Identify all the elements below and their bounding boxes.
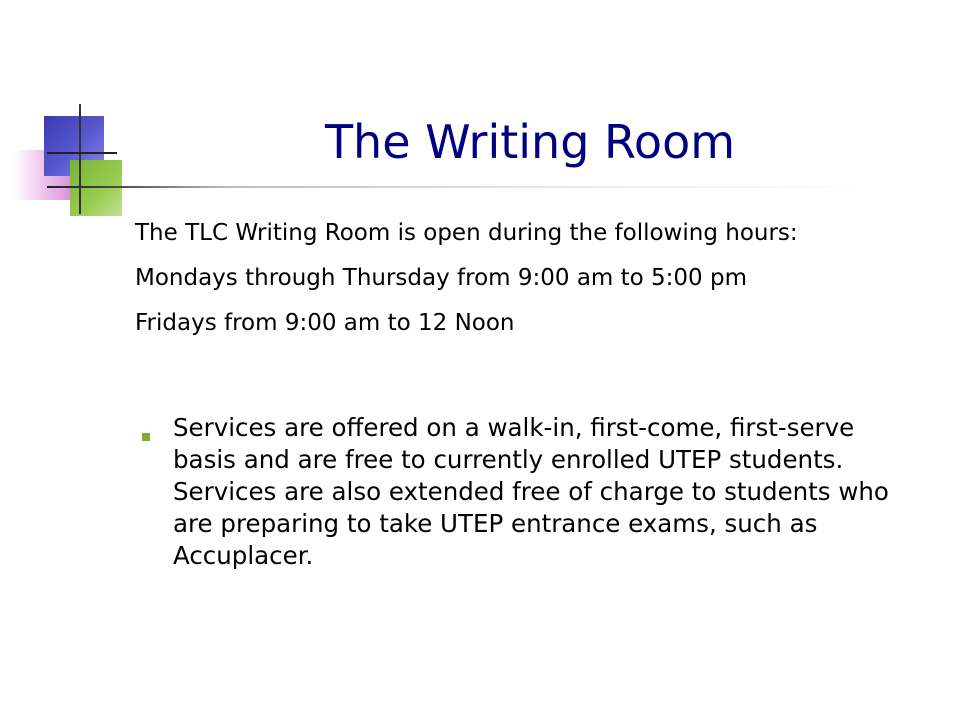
bullet-text: Services are offered on a walk-in, first-come, first-serve basis and are free to currently enrolled UTEP students. Services are also extended free of charge to students who are preparing to take UTEP entrance exams, such as Accuplacer. bbox=[173, 413, 889, 570]
hours-weekdays: Mondays through Thursday from 9:00 am to 5:00 pm bbox=[135, 265, 748, 291]
slide-body bbox=[135, 218, 905, 353]
title-underline bbox=[47, 186, 862, 188]
intro-text: The TLC Writing Room is open during the following hours: bbox=[135, 220, 798, 246]
hours-friday: Fridays from 9:00 am to 12 Noon bbox=[135, 310, 515, 336]
square-bullet-icon bbox=[142, 433, 150, 441]
slide-title: The Writing Room bbox=[324, 115, 736, 169]
